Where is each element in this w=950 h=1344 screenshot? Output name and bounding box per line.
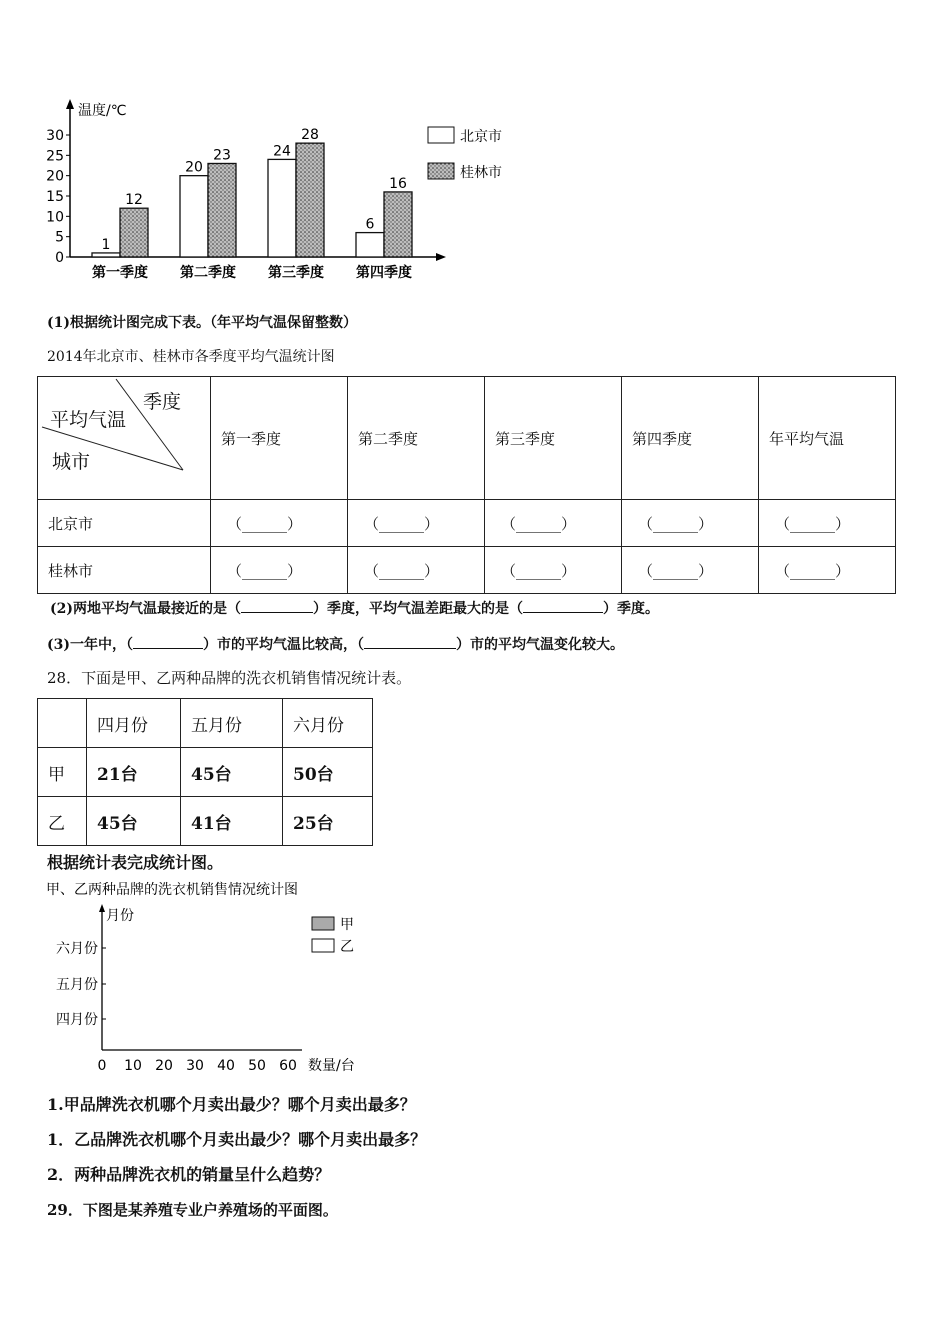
answer-blank[interactable]: （______）	[622, 547, 759, 594]
x-axis-label: 数量/台	[308, 1058, 355, 1074]
y-tick-label: 10	[46, 209, 64, 226]
temperature-chart	[40, 95, 530, 290]
temperature-table	[37, 376, 896, 594]
answer-blank[interactable]: （______）	[759, 500, 896, 547]
row-label-guilin: 桂林市	[38, 547, 211, 594]
question-part1: (1)根据统计图完成下表。（年平均气温保留整数）	[47, 315, 357, 331]
answer-blank[interactable]: （______）	[485, 500, 622, 547]
x-tick-label: 30	[186, 1058, 204, 1074]
table-cell: 25台	[283, 797, 373, 846]
fill-blank[interactable]	[133, 634, 203, 649]
bar-value-label: 23	[213, 147, 231, 164]
bar-guilin	[296, 143, 324, 257]
part3-text-b: ）市的平均气温比较高，（	[203, 637, 364, 653]
question-28-stem: 28．下面是甲、乙两种品牌的洗衣机销售情况统计表。	[47, 669, 412, 687]
bar-value-label: 20	[185, 159, 203, 176]
answer-blank[interactable]: （______）	[622, 500, 759, 547]
instruction: 根据统计表完成统计图。	[47, 853, 224, 872]
header-cell: 第一季度	[211, 377, 348, 500]
fill-blank[interactable]	[241, 598, 313, 613]
header-cell: 五月份	[181, 699, 283, 748]
question-part3	[47, 634, 624, 654]
bar-guilin	[208, 163, 236, 257]
category-label: 四月份	[56, 1012, 98, 1028]
y-tick-label: 25	[46, 148, 64, 165]
legend-swatch-guilin	[428, 163, 454, 179]
answer-blank[interactable]: （______）	[759, 547, 896, 594]
bar-beijing	[92, 253, 120, 257]
bar-value-label: 16	[389, 175, 407, 192]
fill-blank[interactable]	[364, 634, 456, 649]
table-cell: 45台	[181, 748, 283, 797]
x-tick-label: 0	[97, 1058, 107, 1074]
category-label: 第四季度	[356, 265, 412, 281]
header-cell: 四月份	[87, 699, 181, 748]
x-tick-label: 20	[155, 1058, 173, 1074]
bar-value-label: 24	[273, 143, 291, 160]
bar-beijing	[180, 176, 208, 257]
legend-label: 北京市	[460, 129, 502, 145]
part3-text-a: (3)一年中，（	[47, 637, 133, 653]
bar-beijing	[268, 159, 296, 257]
answer-blank[interactable]: （______）	[211, 547, 348, 594]
category-label: 第二季度	[180, 265, 236, 281]
part2-text-b: ）季度，平均气温差距最大的是（	[313, 601, 523, 617]
table-cell: 45台	[87, 797, 181, 846]
x-tick-label: 50	[248, 1058, 266, 1074]
y-tick-label: 0	[55, 250, 64, 266]
bar-guilin	[120, 208, 148, 257]
category-label: 第三季度	[268, 265, 324, 281]
diagonal-label-city: 城市	[52, 451, 91, 473]
answer-blank[interactable]: （______）	[348, 500, 485, 547]
legend-label: 甲	[340, 917, 354, 933]
category-label: 五月份	[56, 977, 98, 993]
x-tick-label: 10	[124, 1058, 142, 1074]
x-tick-label: 60	[279, 1058, 297, 1074]
part2-text-a: (2)两地平均气温最接近的是（	[50, 601, 241, 617]
answer-blank[interactable]: （______）	[211, 500, 348, 547]
header-cell: 第四季度	[622, 377, 759, 500]
fill-blank[interactable]	[523, 598, 603, 613]
part3-text-c: ）市的平均气温变化较大。	[456, 637, 624, 653]
y-axis-label: 温度/℃	[78, 103, 127, 119]
legend-swatch-yi	[312, 939, 334, 952]
legend-swatch-jia	[312, 917, 334, 930]
diagonal-label-season: 季度	[143, 391, 182, 413]
y-axis-label: 月份	[106, 908, 134, 924]
bar-value-label: 6	[365, 216, 375, 233]
answer-blank[interactable]: （______）	[485, 547, 622, 594]
question-29-stem: 29．下图是某养殖专业户养殖场的平面图。	[47, 1201, 338, 1219]
part2-text-c: ）季度。	[603, 601, 659, 617]
y-tick-label: 15	[46, 189, 64, 205]
chart-title: 甲、乙两种品牌的洗衣机销售情况统计图	[46, 882, 298, 898]
y-tick-label: 30	[46, 128, 64, 144]
header-cell: 第三季度	[485, 377, 622, 500]
diagonal-header-cell	[38, 377, 211, 500]
bar-value-label: 12	[125, 192, 143, 209]
y-tick-label: 5	[55, 229, 64, 246]
legend-swatch-beijing	[428, 127, 454, 143]
table-caption: 2014年北京市、桂林市各季度平均气温统计图	[47, 349, 335, 365]
question-part2	[50, 598, 659, 618]
bar-beijing	[356, 233, 384, 257]
legend-label: 桂林市	[460, 165, 502, 181]
answer-blank[interactable]: （______）	[348, 547, 485, 594]
sales-chart	[40, 878, 375, 1076]
question-28-3: 2．两种品牌洗衣机的销量呈什么趋势？	[47, 1165, 331, 1184]
sales-table	[37, 698, 373, 846]
question-28-2: 1．乙品牌洗衣机哪个月卖出最少？哪个月卖出最多？	[47, 1130, 427, 1149]
table-cell: 41台	[181, 797, 283, 846]
header-cell: 年平均气温	[759, 377, 896, 500]
x-tick-label: 40	[217, 1058, 235, 1074]
row-label-beijing: 北京市	[38, 500, 211, 547]
diagonal-label-temp: 平均气温	[50, 409, 127, 431]
category-label: 第一季度	[92, 265, 148, 281]
header-cell	[38, 699, 87, 748]
question-28-1: 1.甲品牌洗衣机哪个月卖出最少？哪个月卖出最多？	[47, 1095, 416, 1114]
y-tick-label: 20	[46, 168, 64, 185]
table-cell: 21台	[87, 748, 181, 797]
bar-guilin	[384, 192, 412, 257]
row-label: 甲	[38, 748, 87, 797]
category-label: 六月份	[56, 941, 98, 957]
legend-label: 乙	[340, 939, 354, 955]
row-label: 乙	[38, 797, 87, 846]
bar-value-label: 28	[301, 127, 319, 144]
header-cell: 六月份	[283, 699, 373, 748]
header-cell: 第二季度	[348, 377, 485, 500]
bar-value-label: 1	[101, 236, 111, 253]
table-cell: 50台	[283, 748, 373, 797]
